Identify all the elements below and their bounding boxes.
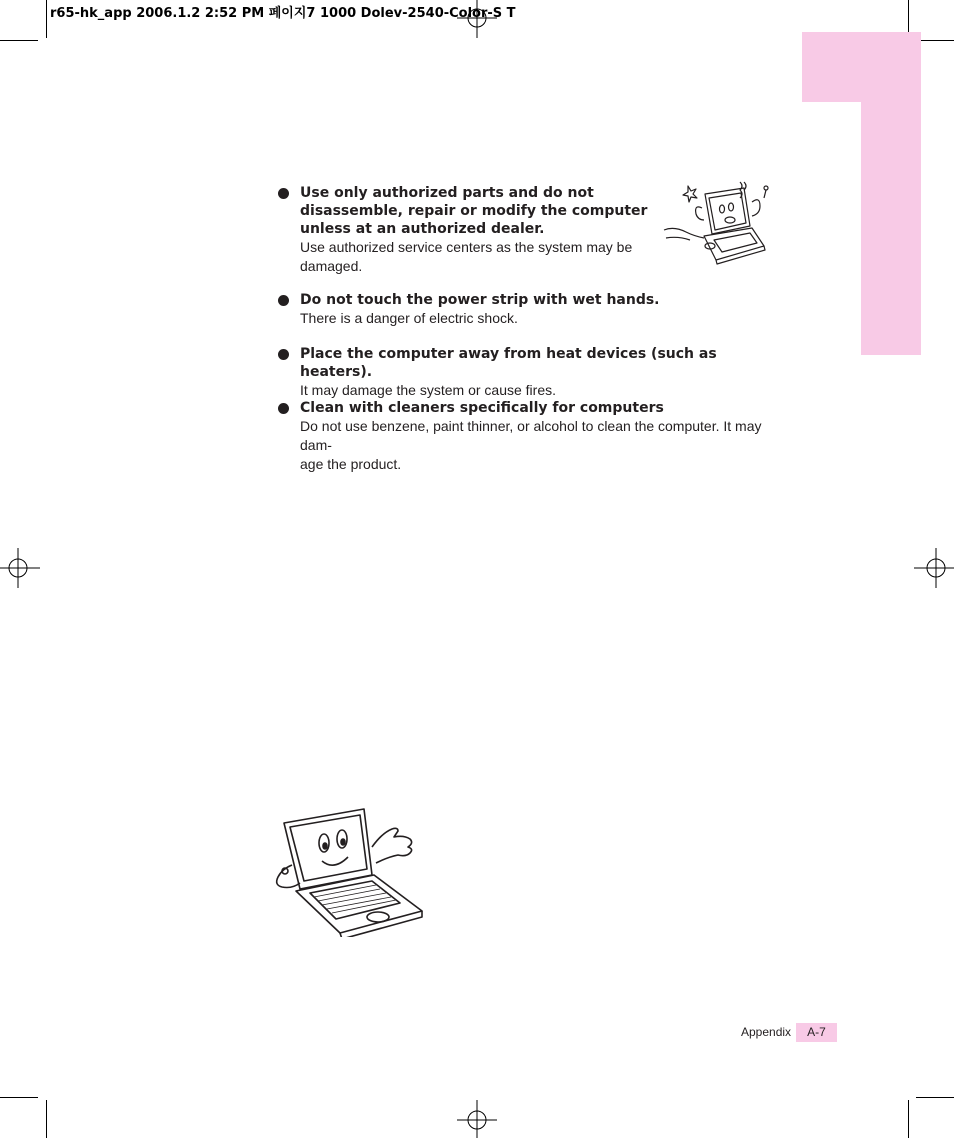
safety-item-power-strip <box>278 291 778 328</box>
printer-slug: r65-hk_app 2006.1.2 2:52 PM 페이지7 1000 Dolev-2540-Color-S T <box>50 6 516 21</box>
item-title: Do not touch the power strip with wet hands. <box>300 292 660 308</box>
item-desc: Use authorized service centers as the system may be damaged. <box>300 239 633 274</box>
item-desc: There is a danger of electric shock. <box>300 310 518 326</box>
registration-mark-left <box>0 548 40 588</box>
safety-item-heat <box>278 345 778 400</box>
crop-mark-bl-v <box>46 1100 47 1138</box>
item-title: Clean with cleaners specifically for computers <box>300 400 664 416</box>
crop-mark-bl-h <box>0 1097 38 1098</box>
page-number: A-7 <box>796 1023 837 1042</box>
bullet-icon <box>278 349 289 360</box>
chapter-tab-top <box>802 32 921 102</box>
registration-mark-top <box>457 0 497 40</box>
item-title: Place the computer away from heat devices (such as heaters). <box>300 346 717 380</box>
laptop-shocked-icon <box>660 180 780 270</box>
laptop-mascot-icon <box>272 805 424 937</box>
item-desc: Do not use benzene, paint thinner, or alcohol to clean the computer. It may dam- age the product. <box>300 418 762 472</box>
crop-mark-tl-v <box>46 0 47 38</box>
item-desc: It may damage the system or cause fires. <box>300 382 556 398</box>
bullet-icon <box>278 403 289 414</box>
bullet-icon <box>278 295 289 306</box>
crop-mark-tl-h <box>0 40 38 41</box>
crop-mark-br-v <box>908 1100 909 1138</box>
crop-mark-tr-h <box>916 40 954 41</box>
registration-mark-bottom <box>457 1098 497 1138</box>
footer-section-label: Appendix <box>741 1025 792 1039</box>
safety-item-cleaning <box>278 399 778 474</box>
chapter-tab-side <box>861 102 921 355</box>
registration-mark-right <box>914 548 954 588</box>
item-title: Use only authorized parts and do not disassemble, repair or modify the computer unless at an authorized dealer. <box>300 185 648 237</box>
crop-mark-br-h <box>916 1097 954 1098</box>
bullet-icon <box>278 188 289 199</box>
